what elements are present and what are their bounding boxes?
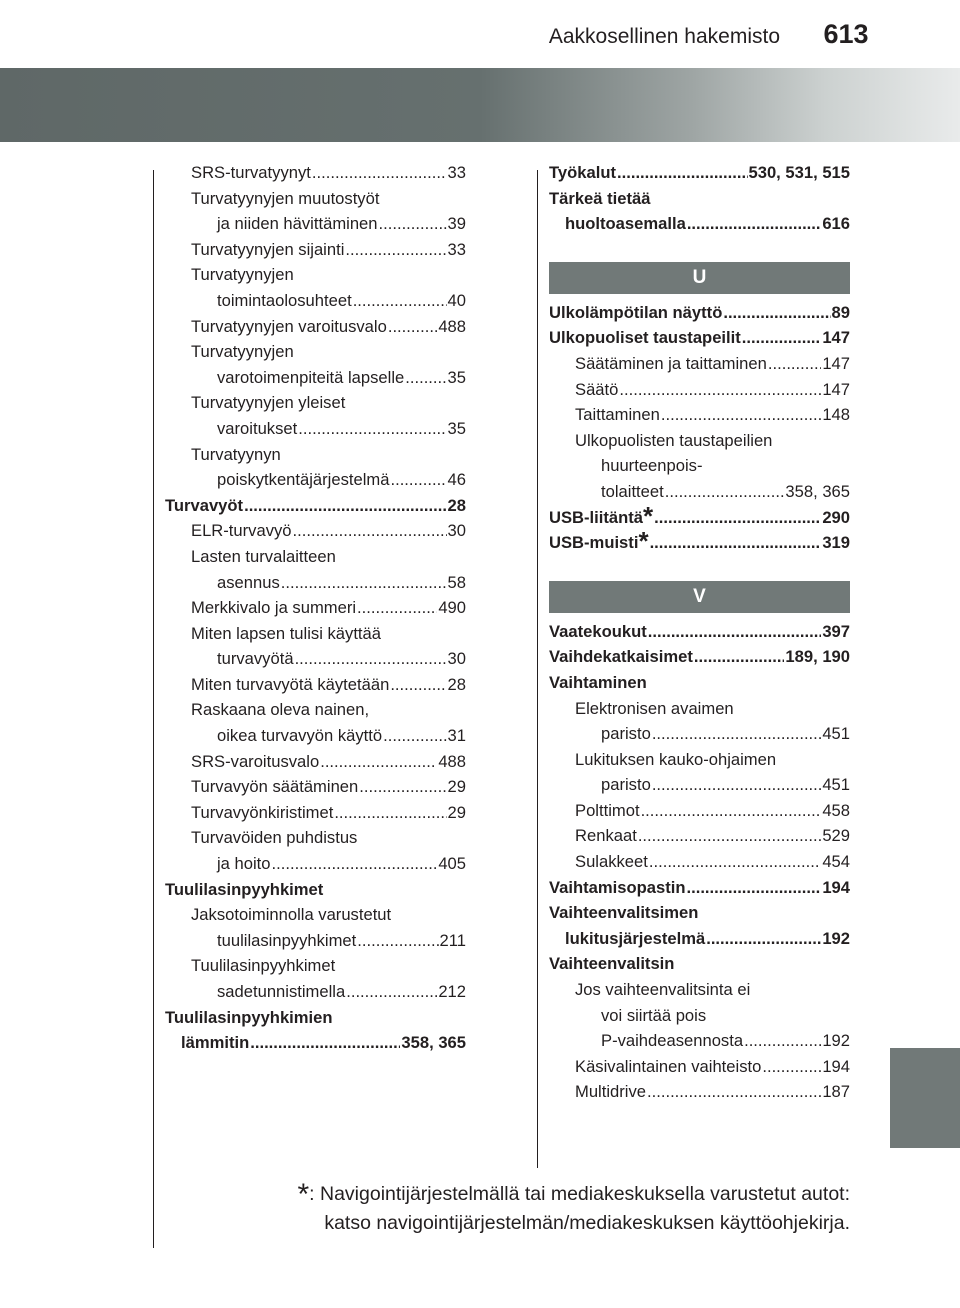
dot-leader	[652, 721, 822, 747]
index-entry-line	[165, 902, 466, 928]
section-header-v: V	[549, 581, 850, 613]
entry-term: Tuulilasinpyyhkimet	[191, 956, 336, 976]
dot-leader	[345, 237, 446, 263]
entry-term: Lasten turvalaitteen	[191, 546, 336, 566]
index-entry	[165, 1030, 466, 1056]
index-entry	[165, 595, 466, 621]
page-reference: 358, 365	[785, 481, 850, 501]
index-entry-line	[549, 428, 850, 454]
entry-term: P-vaihdeasennosta	[601, 1031, 744, 1051]
dot-leader	[706, 926, 821, 952]
index-entry	[549, 849, 850, 875]
entry-term: tolaitteet	[601, 481, 664, 501]
dot-leader	[272, 851, 438, 877]
page-reference: 89	[831, 302, 850, 322]
entry-term: tuulilasinpyyhkimet	[217, 930, 357, 950]
dot-leader	[390, 467, 446, 493]
dot-leader	[357, 595, 437, 621]
entry-term: Turvatyynyjen	[191, 265, 294, 285]
section-header-u: U	[549, 262, 850, 294]
dot-leader	[638, 823, 822, 849]
entry-term: SRS-varoitusvalo	[191, 751, 320, 771]
page-reference: 148	[822, 405, 850, 425]
page-reference: 29	[447, 777, 466, 797]
dot-leader	[298, 416, 446, 442]
index-entry	[549, 875, 850, 901]
entry-term: Turvavöiden puhdistus	[191, 828, 358, 848]
entry-term: huoltoasemalla	[565, 214, 686, 234]
entry-term: Elektronisen avaimen	[575, 698, 734, 718]
entry-term: Miten turvavyötä käytetään	[191, 674, 390, 694]
index-entry	[549, 211, 850, 237]
index-entry-line	[549, 1003, 850, 1029]
entry-term: Ulkopuoliset taustapeilit	[549, 328, 741, 348]
page-reference: 192	[822, 1031, 850, 1051]
index-entry	[165, 365, 466, 391]
dot-leader	[723, 300, 830, 326]
index-entry-line	[165, 697, 466, 723]
dot-leader	[665, 479, 785, 505]
index-entry: USB-liitäntä * ..... 290	[549, 505, 850, 531]
index-entry-line	[549, 747, 850, 773]
entry-term: Turvatyynyjen varoitusvalo	[191, 316, 387, 336]
entry-term: Tärkeä tietää	[549, 188, 651, 208]
entry-term: Turvatyynyjen muutostyöt	[191, 188, 380, 208]
index-entry	[165, 774, 466, 800]
index-entry-line	[165, 953, 466, 979]
page-reference: 30	[447, 649, 466, 669]
entry-term: ja niiden hävittäminen	[217, 214, 378, 234]
page-reference: 529	[822, 826, 850, 846]
index-entry	[549, 721, 850, 747]
entry-term: turvavyötä	[217, 649, 294, 669]
page-reference: 147	[822, 328, 850, 348]
dot-leader	[244, 493, 446, 519]
entry-term: Taittaminen	[575, 405, 660, 425]
index-entry-line	[165, 544, 466, 570]
left-column-rule	[153, 170, 154, 1248]
dot-leader	[320, 749, 437, 775]
entry-term: Vaihtamisopastin	[549, 877, 686, 897]
entry-term: lukitusjärjestelmä	[565, 928, 706, 948]
entry-term: Polttimot	[575, 800, 640, 820]
dot-leader	[768, 351, 821, 377]
page-reference: 31	[447, 726, 466, 746]
entry-term: Sulakkeet	[575, 852, 648, 872]
entry-term: Turvatyynyn	[191, 444, 281, 464]
index-entry	[549, 1028, 850, 1054]
index-entry	[549, 402, 850, 428]
page-reference: 488	[438, 316, 466, 336]
dot-leader	[648, 619, 822, 645]
entry-term: Jaksotoiminnolla varustetut	[191, 905, 392, 925]
entry-term: Vaihdekatkaisimet	[549, 647, 693, 667]
entry-term: Jos vaihteenvalitsinta ei	[575, 980, 751, 1000]
dot-leader	[295, 646, 447, 672]
page-reference: 189, 190	[785, 647, 850, 667]
index-entry-line	[165, 877, 466, 903]
entry-term: Renkaat	[575, 826, 637, 846]
index-entry	[165, 979, 466, 1005]
entry-term: paristo	[601, 724, 651, 744]
entry-term: Vaihteenvalitsin	[549, 954, 675, 974]
page-reference: 451	[822, 775, 850, 795]
index-entry	[165, 314, 466, 340]
index-entry	[165, 749, 466, 775]
index-entry	[549, 351, 850, 377]
dot-leader	[379, 211, 447, 237]
dot-leader	[383, 723, 446, 749]
dot-leader	[405, 365, 446, 391]
index-entry-line	[165, 186, 466, 212]
footnote-asterisk: *	[297, 1178, 310, 1211]
index-entry	[165, 723, 466, 749]
page-reference: 30	[447, 521, 466, 541]
entry-term: Tuulilasinpyyhkimien	[165, 1007, 333, 1027]
dot-leader	[390, 672, 446, 698]
index-entry	[549, 1054, 850, 1080]
dot-leader	[687, 211, 822, 237]
entry-term: Turvatyynyjen	[191, 342, 294, 362]
entry-term: voi siirtää pois	[601, 1005, 707, 1025]
page-reference: 29	[447, 802, 466, 822]
entry-term: Raskaana oleva nainen,	[191, 700, 370, 720]
dot-leader	[650, 530, 822, 556]
index-entry-line	[165, 442, 466, 468]
page-reference: 490	[438, 598, 466, 618]
entry-term: Käsivalintainen vaihteisto	[575, 1056, 762, 1076]
index-entry-line	[165, 825, 466, 851]
dot-leader	[652, 772, 822, 798]
dot-leader	[744, 1028, 821, 1054]
page-reference: 194	[822, 1056, 850, 1076]
entry-term: Vaatekoukut	[549, 621, 647, 641]
page-reference: 405	[438, 854, 466, 874]
entry-term: Miten lapsen tulisi käyttää	[191, 623, 382, 643]
index-entry-line	[165, 390, 466, 416]
page-reference: 458	[822, 800, 850, 820]
index-column-right	[549, 160, 850, 1105]
entry-term: Ulkolämpötilan näyttö	[549, 302, 723, 322]
entry-term: lämmitin	[181, 1033, 250, 1053]
index-entry	[549, 325, 850, 351]
chapter-tab-marker	[890, 1048, 960, 1148]
dot-leader	[357, 928, 438, 954]
entry-term: USB-liitäntä	[549, 507, 644, 527]
entry-term: ELR-turvavyö	[191, 521, 292, 541]
header-title: Aakkosellinen hakemisto	[548, 25, 780, 48]
footnote-line-2: katso navigointijärjestelmän/mediakeskuksen käyttöohjekirja.	[324, 1212, 850, 1234]
index-entry	[165, 493, 466, 519]
index-entry	[165, 928, 466, 954]
entry-term: paristo	[601, 775, 651, 795]
page-reference: 397	[822, 621, 850, 641]
entry-term: Vaihteenvalitsimen	[549, 903, 699, 923]
index-entry	[165, 160, 466, 186]
dot-leader	[334, 800, 446, 826]
page-reference: 530, 531, 515	[748, 163, 850, 182]
page-reference: 40	[447, 290, 466, 310]
page-reference: 28	[447, 495, 466, 515]
dot-leader	[619, 377, 821, 403]
index-entry	[549, 619, 850, 645]
index-entry-line	[165, 1005, 466, 1031]
dot-leader	[293, 518, 447, 544]
page-reference: 488	[438, 751, 466, 771]
index-entry	[549, 644, 850, 670]
index-entry-line	[549, 670, 850, 696]
middle-column-rule	[537, 170, 538, 1168]
entry-term: Säätö	[575, 379, 619, 399]
entry-term: ja hoito	[217, 854, 271, 874]
page-reference: 33	[447, 239, 466, 259]
index-entry	[549, 772, 850, 798]
index-entry-line	[549, 453, 850, 479]
footnote-line-1	[250, 1180, 850, 1209]
page-reference: 194	[822, 877, 850, 897]
dot-leader	[388, 314, 437, 340]
entry-term: USB-muisti	[549, 533, 639, 553]
dot-leader	[312, 160, 447, 186]
index-entry	[165, 800, 466, 826]
index-entry-line	[549, 696, 850, 722]
index-entry-line	[165, 262, 466, 288]
entry-term: SRS-turvatyynyt	[191, 163, 311, 182]
entry-term: Turvavyönkiristimet	[191, 802, 334, 822]
entry-term: oikea turvavyön käyttö	[217, 726, 383, 746]
entry-term: Turvavyöt	[165, 495, 244, 515]
entry-term: Turvatyynyjen sijainti	[191, 239, 345, 259]
entry-term: Turvatyynyjen yleiset	[191, 393, 346, 413]
page-reference: 290	[822, 507, 850, 527]
page-reference: 211	[439, 930, 466, 950]
index-entry	[165, 518, 466, 544]
page-reference: 451	[822, 724, 850, 744]
dot-leader	[359, 774, 446, 800]
page-reference: 46	[447, 470, 466, 490]
page-reference: 192	[822, 928, 850, 948]
index-entry-line	[549, 186, 850, 212]
page-reference: 212	[438, 982, 466, 1001]
index-entry-line	[165, 339, 466, 365]
index-entry: USB-muisti * ..... 319	[549, 530, 850, 556]
entry-term: Multidrive	[575, 1082, 647, 1102]
index-entry	[165, 416, 466, 442]
dot-leader	[762, 1054, 821, 1080]
dot-leader	[742, 325, 822, 351]
index-entry	[549, 377, 850, 403]
entry-term: Tuulilasinpyyhkimet	[165, 879, 324, 899]
entry-term: Työkalut	[549, 163, 616, 182]
page-reference: 187	[822, 1082, 850, 1102]
page-reference: 33	[447, 163, 466, 182]
dot-leader	[346, 979, 437, 1005]
dot-leader	[250, 1030, 400, 1056]
index-entry	[165, 646, 466, 672]
entry-term: Säätäminen ja taittaminen	[575, 353, 767, 373]
dot-leader	[661, 402, 821, 428]
index-entry-line	[549, 951, 850, 977]
header-band	[0, 68, 960, 142]
entry-term: sadetunnistimella	[217, 982, 346, 1001]
index-column-left	[165, 160, 466, 1056]
dot-leader	[641, 798, 822, 824]
page-reference: 616	[822, 214, 850, 234]
index-entry	[549, 479, 850, 505]
page-reference: 58	[447, 572, 466, 592]
dot-leader	[654, 505, 821, 531]
entry-term: varotoimenpiteitä lapselle	[217, 367, 405, 387]
index-entry-line	[165, 621, 466, 647]
entry-term: Turvavyön säätäminen	[191, 777, 359, 797]
dot-leader	[281, 570, 447, 596]
index-entry	[165, 237, 466, 263]
entry-term: Merkkivalo ja summeri	[191, 598, 357, 618]
index-entry	[549, 926, 850, 952]
index-entry	[165, 851, 466, 877]
index-entry	[165, 288, 466, 314]
index-entry	[549, 798, 850, 824]
dot-leader	[694, 644, 785, 670]
index-entry	[165, 211, 466, 237]
entry-term: toimintaolosuhteet	[217, 290, 352, 310]
index-entry	[165, 467, 466, 493]
dot-leader	[647, 1079, 821, 1105]
entry-term: poiskytkentäjärjestelmä	[217, 470, 390, 490]
index-entry	[165, 570, 466, 596]
page-reference: 147	[822, 353, 850, 373]
page-reference: 454	[822, 852, 850, 872]
page-reference: 147	[822, 379, 850, 399]
page-reference: 35	[447, 367, 466, 387]
page-reference: 319	[822, 533, 850, 553]
page-reference: 35	[447, 418, 466, 438]
page-reference: 39	[447, 214, 466, 234]
footnote-text-1: : Navigointijärjestelmällä tai mediakeskuksella varustetut autot:	[309, 1183, 850, 1205]
entry-term: Vaihtaminen	[549, 672, 647, 692]
entry-term: huurteenpois-	[601, 456, 703, 476]
page-reference: 358, 365	[401, 1033, 466, 1053]
page-number: 613	[823, 19, 869, 49]
index-entry-line	[549, 900, 850, 926]
dot-leader	[617, 160, 748, 186]
index-entry	[165, 672, 466, 698]
dot-leader	[649, 849, 821, 875]
dot-leader	[353, 288, 447, 314]
entry-term: asennus	[217, 572, 280, 592]
entry-term: Ulkopuolisten taustapeilien	[575, 430, 773, 450]
dot-leader	[686, 875, 821, 901]
page-reference: 28	[447, 674, 466, 694]
index-entry	[549, 823, 850, 849]
index-entry	[549, 300, 850, 326]
index-entry	[549, 160, 850, 186]
entry-term: varoitukset	[217, 418, 298, 438]
index-entry	[549, 1079, 850, 1105]
entry-term: Lukituksen kauko-ohjaimen	[575, 749, 777, 769]
index-entry-line	[549, 977, 850, 1003]
